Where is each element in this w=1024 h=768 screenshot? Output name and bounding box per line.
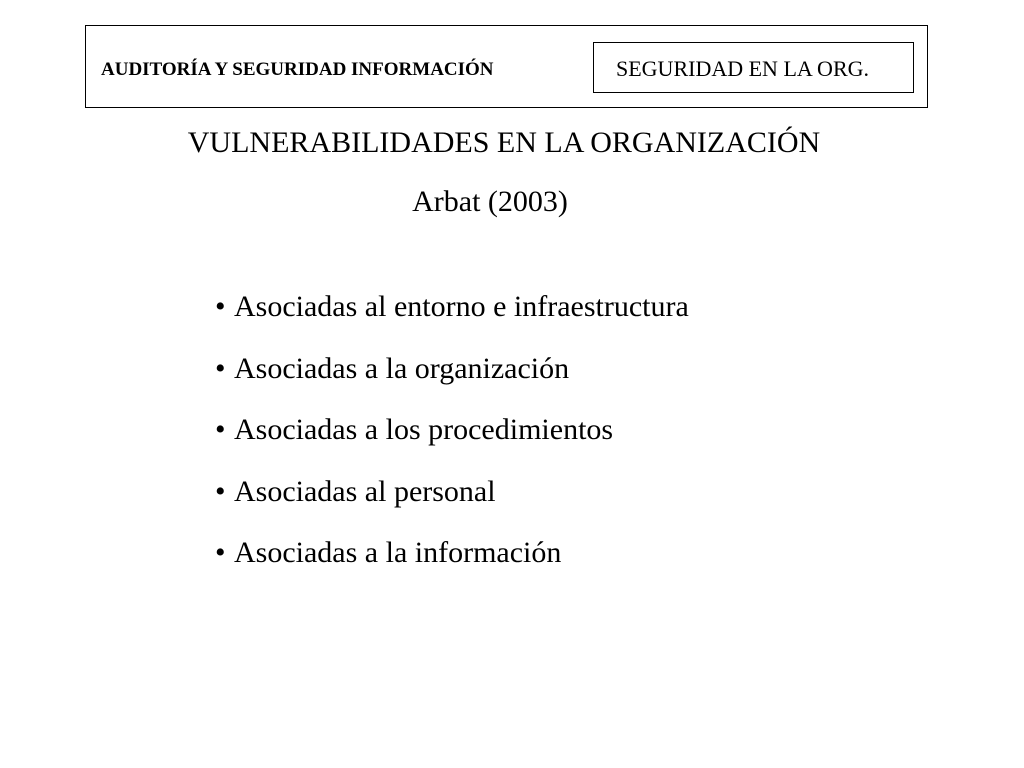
slide-header [85, 25, 928, 108]
bullet-text: Asociadas al personal [234, 474, 496, 508]
bullet-text: Asociadas a la información [234, 536, 562, 569]
bullet-text: Asociadas a la organización [234, 351, 570, 385]
bullet-icon: • [215, 536, 226, 569]
bullet-list [215, 288, 689, 596]
bullet-icon: • [215, 474, 226, 508]
section-label-box [593, 42, 914, 93]
bullet-icon: • [215, 351, 226, 385]
slide-subtitle: Arbat (2003) [412, 185, 568, 218]
section-label: SEGURIDAD EN LA ORG. [616, 56, 869, 81]
slide-title: VULNERABILIDADES EN LA ORGANIZACIÓN [187, 126, 821, 159]
bullet-text: Asociadas al entorno e infraestructura [234, 290, 689, 323]
bullet-item [215, 473, 689, 535]
bullet-icon: • [215, 290, 226, 323]
bullet-item [215, 411, 689, 473]
bullet-item [215, 534, 689, 596]
bullet-text: Asociadas a los procedimientos [234, 413, 614, 446]
bullet-icon: • [215, 413, 226, 446]
bullet-item [215, 288, 689, 350]
bullet-item [215, 350, 689, 412]
course-title: AUDITORÍA Y SEGURIDAD INFORMACIÓN [101, 59, 494, 80]
